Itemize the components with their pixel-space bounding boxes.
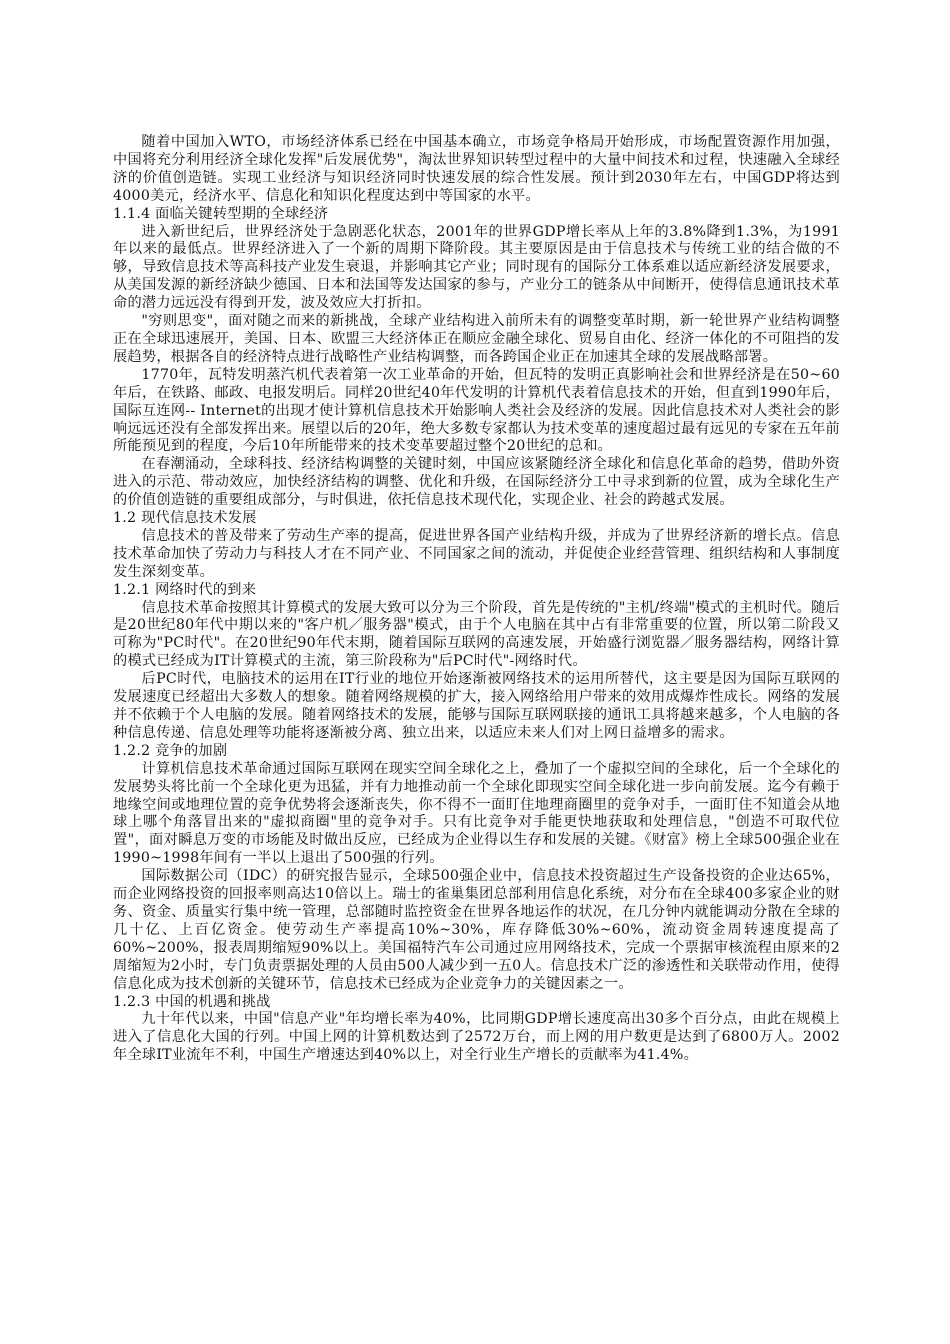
- paragraph-it-growth: 信息技术的普及带来了劳动生产率的提高，促进世界各国产业结构升级，并成为了世界经济新的增长点。信息技术革命加快了劳动力与科技人才在不同产业、不同国家之间的流动，并促使企业经营管理、组织结构和人事制度发生深刻变革。: [113, 527, 840, 580]
- section-heading-1-2-1: 1.2.1 网络时代的到来: [113, 581, 257, 598]
- paragraph-china-opportunity: 在春潮涌动，全球科技、经济结构调整的关键时刻，中国应该紧随经济全球化和信息化革命的趋势，借助外资进入的示范、带动效应，加快经济结构的调整、优化和升级，在国际经济分工中寻求到新的位置，成为全球化生产的价值创造链的重要组成部分，与时俱进，依托信息技术现代化，实现企业、社会的跨越式发展。: [113, 456, 840, 509]
- paragraph-world-economy-decline: 进入新世纪后，世界经济处于急剧恶化状态，2001年的世界GDP增长率从上年的3.8%降到1.3%，为1991年以来的最低点。世界经济进入了一个新的周期下降阶段。其主要原因是由于信息技术与传统工业的结合做的不够，导致信息技术等高科技产业发生衰退，并影响其它产业；同时现有的国际分工体系难以适应新经济发展要求，从美国发源的新经济缺少德国、日本和法国等发达国家的参与，产业分工的链条从中间断开，使得信息通讯技术革命的潜力远远没有得到开发，波及效应大打折扣。: [113, 223, 840, 312]
- paragraph-china-it-industry: 九十年代以来，中国"信息产业"年均增长率为40%，比同期GDP增长速度高出30多个百分点，由此在规模上进入了信息化大国的行列。中国上网的计算机数达到了2572万台，而上网的用户数更是达到了6800万人。2002年全球IT业流年不利，中国生产增速达到40%以上，对全行业生产增长的贡献率为41.4%。: [113, 1011, 840, 1064]
- paragraph-idc-report: 国际数据公司（IDC）的研究报告显示，全球500强企业中，信息技术投资超过生产设备投资的企业达65%，而企业网络投资的回报率则高达10倍以上。瑞士的雀巢集团总部利用信息化系统，对分布在全球400多家企业的财务、资金、质量实行集中统一管理，总部随时监控资金在世界各地运作的状况，在几分钟内就能调动分散在全球的几十亿、上百亿资金。使劳动生产率提高10%~30%，库存降低30%~60%，流动资金周转速度提高了60%~200%，报表周期缩短90%以上。美国福特汽车公司通过应用网络技术，完成一个票据审核流程由原来的2周缩短为2小时，专门负责票据处理的人员由500人减少到一五0人。信息技术广泛的渗透性和关联带动作用，使得信息化成为技术创新的关键环节，信息技术已经成为企业竞争力的关键因素之一。: [113, 868, 840, 992]
- document-body: [113, 134, 840, 1065]
- section-heading-1-1-4: 1.1.4 面临关键转型期的全球经济: [113, 205, 329, 222]
- section-heading-1-2-2: 1.2.2 竞争的加剧: [113, 742, 228, 759]
- section-heading-1-2: 1.2 现代信息技术发展: [113, 510, 257, 527]
- paragraph-post-pc-era: 后PC时代，电脑技术的运用在IT行业的地位开始逐渐被网络技术的运用所替代，这主要是因为国际互联网的发展速度已经超出大多数人的想象。随着网络规模的扩大，接入网络给用户带来的效用成爆炸性成长。网络的发展并不依赖于个人电脑的发展。随着网络技术的发展，能够与国际互联网联接的通讯工具将越来越多，个人电脑的各种信息传递、信息处理等功能将逐渐被分离、独立出来，以适应未来人们对上网日益增多的需求。: [113, 671, 840, 741]
- paragraph-computing-stages: 信息技术革命按照其计算模式的发展大致可以分为三个阶段，首先是传统的"主机/终端"模式的主机时代。随后是20世纪80年代中期以来的"客户机／服务器"模式，由于个人电脑在其中占有非常重要的位置，所以第二阶段又可称为"PC时代"。在20世纪90年代末期，随着国际互联网的高速发展，开始盛行浏览器／服务器结构，网络计算的模式已经成为IT计算模式的主流，第三阶段称为"后PC时代"-网络时代。: [113, 599, 840, 670]
- paragraph-wto-intro: 随着中国加入WTO，市场经济体系已经在中国基本确立，市场竞争格局开始形成，市场配置资源作用加强，中国将充分利用经济全球化发挥"后发展优势"，淘汰世界知识转型过程中的大量中间技术和过程，快速融入全球经济的价值创造链。实现工业经济与知识经济同时快速发展的综合性发展。预计到2030年左右，中国GDP将达到4000美元，经济水平、信息化和知识化程度达到中等国家的水平。: [113, 134, 840, 204]
- paragraph-virtual-globalization: 计算机信息技术革命通过国际互联网在现实空间全球化之上，叠加了一个虚拟空间的全球化，后一个全球化的发展势头将比前一个全球化更为迅猛，并有力地推动前一个全球化即现实空间全球化进一步向前发展。迄今有赖于地缘空间或地理位置的竞争优势将会逐渐丧失，你不得不一面盯住地理商圈里的竞争对手，一面盯住不知道会从地球上哪个角落冒出来的"虚拟商圈"里的竞争对手。只有比竞争对手能更快地获取和处理信息，"创造不可取代位置"，面对瞬息万变的市场能及时做出反应，已经成为企业得以生存和发展的关键。《财富》榜上全球500强企业在1990~1998年间有一半以上退出了500强的行列。: [113, 760, 840, 867]
- paragraph-industrial-restructuring: "穷则思变"，面对随之而来的新挑战，全球产业结构进入前所未有的调整变革时期，新一轮世界产业结构调整正在全球迅速展开，美国、日本、欧盟三大经济体正在顺应金融全球化、贸易自由化、经济一体化的不可阻挡的发展趋势，根据各自的经济特点进行战略性产业结构调整，而各跨国企业正在加速其全球的发展战略部署。: [113, 313, 840, 365]
- paragraph-steam-engine-history: 1770年，瓦特发明蒸汽机代表着第一次工业革命的开始，但瓦特的发明正真影响社会和世界经济是在50~60年后，在铁路、邮政、电报发明后。同样20世纪40年代发明的计算机代表着信息技术的开始，但直到1990年后，国际互连网-- Internet的出现才使计算机信息技术开始影响人类社会及经济的发展。因此信息技术对人类社会的影响远远还没有全部发挥出来。展望以后的20年，绝大多数专家都认为技术变革的速度超过最有远见的专家在五年前所能预见到的程度，今后10年所能带来的技术变革要超过整个20世纪的总和。: [113, 366, 840, 455]
- section-heading-1-2-3: 1.2.3 中国的机遇和挑战: [113, 993, 271, 1010]
